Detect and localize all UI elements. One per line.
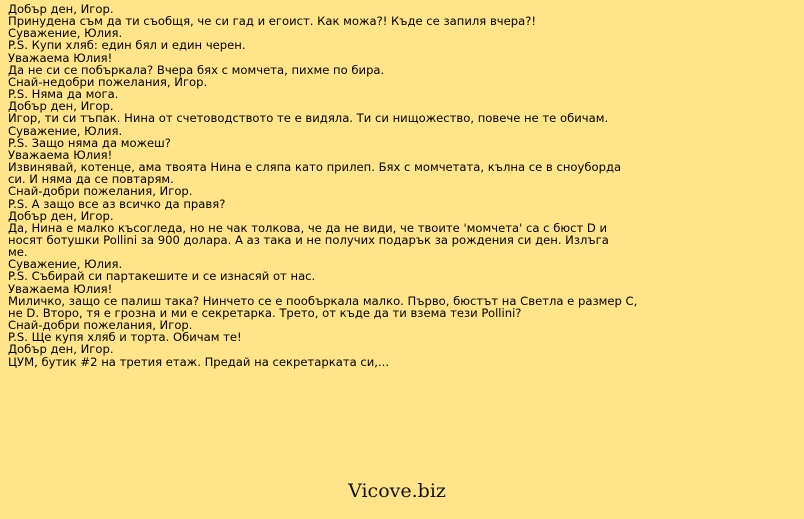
text-line: Игор, ти си тъпак. Нина от счетоводството те е видяла. Ти си нищожество, повече не те обичам. [8, 111, 609, 126]
text-line: P.S. Купи хляб: един бял и един черен. [8, 38, 246, 53]
text-line: P.S. Ще купя хляб и торта. Обичам те! [8, 330, 242, 345]
text-line: Уважаема Юлия! [8, 50, 113, 65]
text-line: Суважение, Юлия. [8, 123, 123, 138]
text-line: Добър ден, Игор. [8, 99, 114, 114]
text-line: носят ботушки Pollini за 900 долара. А аз така и не получих подарък за рождения си ден. Излъга [8, 232, 609, 247]
text-line: си. И няма да се повтарям. [8, 172, 174, 187]
text-line: Да, Нина е малко късогледа, но не чак толкова, че да не види, че твоите 'момчета' са с бюст D и [8, 220, 608, 235]
text-line: Добър ден, Игор. [8, 208, 114, 223]
text-line: ЦУМ, бутик #2 на третия етаж. Предай на секретарката си,... [8, 354, 390, 369]
text-line: Миличко, защо се палиш така? Нинчето се е пообъркала малко. Първо, бюстът на Светла е размер С, [8, 293, 638, 308]
text-line: P.S. А защо все аз всичко да правя? [8, 196, 226, 211]
text-line: ме. [8, 245, 28, 260]
text-line: Добър ден, Игор. [8, 342, 114, 357]
text-line: P.S. Защо няма да можеш? [8, 135, 171, 150]
text-line: P.S. Няма да мога. [8, 87, 119, 102]
text-line: Уважаема Юлия! [8, 147, 113, 162]
text-line: Снай-добри пожелания, Игор. [8, 318, 193, 333]
joke-text [8, 2, 638, 369]
text-line: Суважение, Юлия. [8, 26, 123, 41]
text-line: Принудена съм да ти съобщя, че си гад и егоист. Как можа?! Къде се запиля вчера?! [8, 14, 537, 29]
text-line: Уважаема Юлия! [8, 281, 113, 296]
text-line: Да не си се побъркала? Вчера бях с момчета, пихме по бира. [8, 62, 385, 77]
text-line: Снай-добри пожелания, Игор. [8, 184, 193, 199]
text-line: не D. Второ, тя е грозна и ми е секретарка. Трето, от къде да ти взема тези Pollini? [8, 305, 522, 320]
text-line: P.S. Събирай си партакешите и се изнасяй от нас. [8, 269, 316, 284]
text-line: Добър ден, Игор. [8, 2, 114, 16]
text-line: Извинявай, котенце, ама твоята Нина е сляпа като прилеп. Бях с момчетата, кълна се в сноуборда [8, 160, 622, 175]
text-line: Снай-недобри пожелания, Игор. [8, 74, 208, 89]
site-watermark: Vicove.biz [348, 480, 446, 502]
text-line: Суважение, Юлия. [8, 257, 123, 272]
